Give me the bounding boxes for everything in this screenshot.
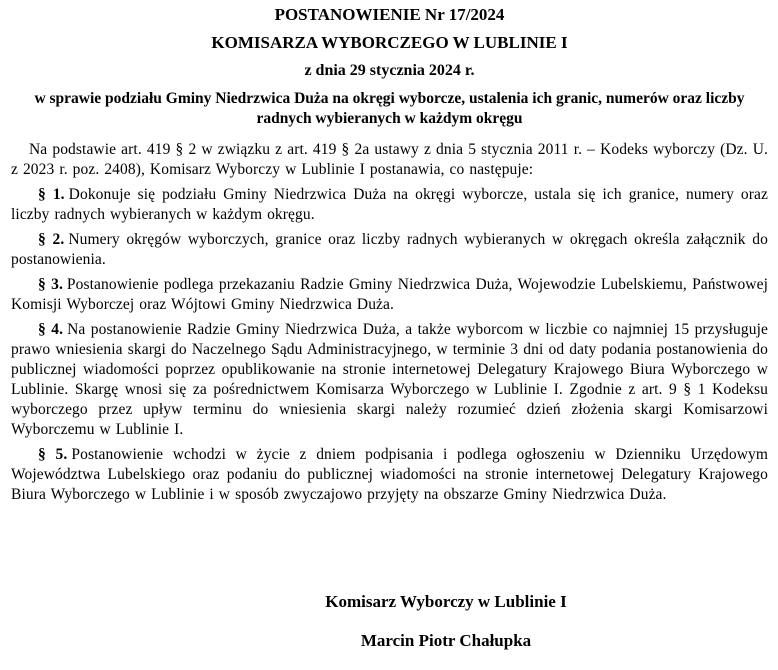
section-paragraph-5 xyxy=(11,445,768,505)
section-paragraph-2 xyxy=(11,230,768,270)
section-5-text: Postanowienie wchodzi w życie z dniem podpisania i podlega ogłoszeniu w Dzienniku Urzędowym Województwa Lubelskiego oraz podaniu do publicznej wiadomości na stronie internetowej Delegatury Krajowego Biura Wyborczego w Lublinie i w sposób zwyczajowo przyjęty na obszarze Gminy Niedrzwica Duża. xyxy=(11,446,769,503)
document-title: POSTANOWIENIE Nr 17/2024 xyxy=(274,5,505,24)
document-subject: w sprawie podziału Gminy Niedrzwica Duża na okręgi wyborcze, ustalenia ich granic, numerów oraz liczby radnych wybieranych w każdym okręgu xyxy=(34,90,745,127)
section-5-label: § 5. xyxy=(38,446,68,463)
section-2-text: Numery okręgów wyborczych, granice oraz liczby radnych wybieranych w okręgach określa załącznik do postanowienia. xyxy=(11,231,768,268)
section-paragraph-3 xyxy=(11,275,768,315)
section-4-label: § 4. xyxy=(38,321,64,338)
section-paragraph-4 xyxy=(11,320,768,440)
document-issuer: KOMISARZA WYBORCZEGO W LUBLINIE I xyxy=(211,33,568,52)
document-header xyxy=(11,5,768,129)
document-date: z dnia 29 stycznia 2024 r. xyxy=(304,62,475,79)
section-2-label: § 2. xyxy=(38,231,65,248)
section-1-text: Dokonuje się podziału Gminy Niedrzwica Duża na okręgi wyborcze, ustala się ich granice, numery oraz liczby radnych wybieranych w każdym okręgu. xyxy=(11,186,769,223)
signature-name: Marcin Piotr Chałupka xyxy=(360,631,532,650)
section-3-label: § 3. xyxy=(38,276,63,293)
signature-role: Komisarz Wyborczy w Lublinie I xyxy=(325,592,567,611)
preamble-paragraph: Na podstawie art. 419 § 2 w związku z art. 419 § 2a ustawy z dnia 5 stycznia 2011 r. – Kodeks wyborczy (Dz. U. z 2023 r. poz. 2408), Komisarz Wyborczy w Lublinie I postanawia, co następuje: xyxy=(11,141,768,178)
section-1-label: § 1. xyxy=(38,186,65,203)
section-4-text: Na postanowienie Radzie Gminy Niedrzwica Duża, a także wyborcom w liczbie co najmniej 15 przysługuje prawo wniesienia skargi do Naczelnego Sądu Administracyjnego, w terminie 3 dni od daty podania postanowienia do publicznej wiadomości poprzez opublikowanie na stronie internetowej Delegatury Krajowego Biura Wyborczego w Lublinie. Skargę wnosi się za pośrednictwem Komisarza Wyborczego w Lublinie I. Zgodnie z art. 9 § 1 Kodeksu wyborczego przez upływ terminu do wniesienia skargi należy rozumieć dzień złożenia skargi Komisarzowi Wyborczemu w Lublinie I. xyxy=(11,321,768,438)
document-body xyxy=(11,140,768,505)
section-paragraph-1 xyxy=(11,185,768,225)
section-3-text: Postanowienie podlega przekazaniu Radzie Gminy Niedrzwica Duża, Wojewodzie Lubelskiemu, Państwowej Komisji Wyborczej oraz Wójtowi Gminy Niedrzwica Duża. xyxy=(11,276,768,313)
signature-block xyxy=(57,591,778,652)
